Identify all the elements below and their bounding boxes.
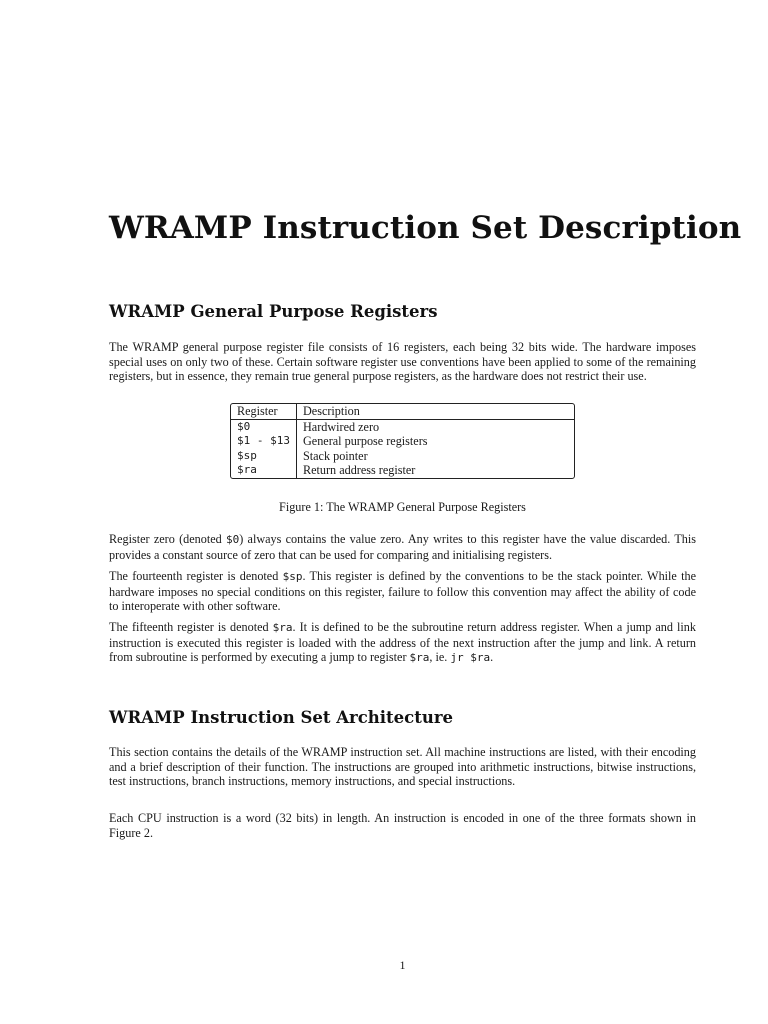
isa-intro-paragraph: This section contains the details of the WRAMP instruction set. All machine instructions are listed, with their encoding and a brief description of their function. The instructions are grouped into arithmetic instructions, bitwise instructions, test instructions, branch instructions, memory instructions, and special instructions.: [109, 745, 696, 789]
stack-pointer-paragraph: [109, 569, 696, 614]
section-heading-registers: WRAMP General Purpose Registers: [109, 302, 438, 321]
text-run: .: [490, 650, 494, 665]
text-run: , ie.: [429, 650, 451, 665]
page-number: 1: [399, 958, 406, 972]
section-heading-isa: WRAMP Instruction Set Architecture: [109, 708, 454, 727]
register-zero-paragraph: [109, 532, 696, 562]
register-cell: $1 - $13: [231, 434, 297, 449]
description-cell: General purpose registers: [302, 434, 428, 448]
text-run: . This register is defined by the conventions to be the stack pointer. While the hardware imposes no special conditions on this register, failure to follow this convention may affect the ability of code to interoperate with other software.: [109, 569, 696, 614]
figure-caption: Figure 1: The WRAMP General Purpose Registers: [279, 500, 526, 514]
register-cell: $sp: [231, 449, 297, 464]
register-column-header: Register: [231, 404, 297, 420]
description-cell: Return address register: [302, 463, 416, 477]
text-run: The fifteenth register is denoted: [109, 620, 273, 634]
table-row: [231, 463, 574, 478]
text-run: . It is defined to be the subroutine return address register. When a jump and link instruction is executed this register is loaded with the address of the next instruction after the jump and link. A return from subroutine is performed by executing a jump to register: [109, 620, 696, 665]
inline-code: $sp: [282, 570, 303, 583]
return-address-paragraph: [109, 620, 696, 666]
description-cell: Stack pointer: [302, 448, 368, 463]
description-column-header: Description: [297, 404, 574, 420]
text-run: ) always contains the value zero. Any writes to this register have the value discarded. This provides a constant source of zero that can be used for comparing and initialising registers.: [109, 532, 696, 562]
register-cell: $ra: [231, 463, 297, 478]
inline-code: $ra: [272, 621, 293, 634]
inline-code: jr $ra: [450, 651, 491, 665]
register-table: [230, 403, 575, 479]
description-cell: Hardwired zero: [302, 419, 380, 434]
table-row: [231, 449, 574, 464]
text-run: The fourteenth register is denoted: [109, 569, 283, 583]
registers-intro-paragraph: The WRAMP general purpose register file consists of 16 registers, each being 32 bits wide. The hardware imposes special uses on only two of these. Certain software register use conventions have been applied to some of the remaining registers, but in essence, they remain true general purpose registers, as the hardware does not restrict their use.: [109, 340, 696, 384]
inline-code: $ra: [409, 651, 430, 665]
text-run: Register zero (denoted: [109, 532, 226, 546]
table-row: [231, 420, 574, 435]
instruction-format-paragraph: Each CPU instruction is a word (32 bits) in length. An instruction is encoded in one of the three formats shown in Figure 2.: [109, 811, 696, 840]
table-row: [231, 434, 574, 449]
inline-code: $0: [225, 533, 240, 546]
register-cell: $0: [231, 420, 297, 435]
register-table-header-row: [231, 404, 574, 420]
document-title: WRAMP Instruction Set Description: [109, 210, 742, 246]
